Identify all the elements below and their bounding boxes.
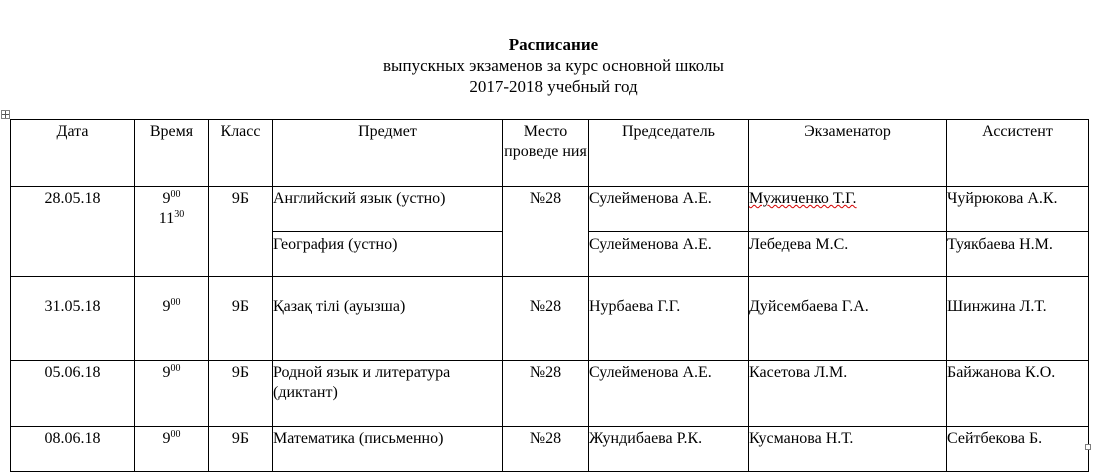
table-row [11,361,1089,427]
row-examiner: Кусманова Н.Т. [749,427,947,472]
header-place: Место проведе ния [503,120,589,187]
row-date: 31.05.18 [11,277,135,361]
row-chairman: Сулейменова А.Е. [589,361,749,427]
time-hour: 9 [162,298,171,315]
row-subject: Қазақ тілі (ауызша) [273,277,503,361]
header-chairman: Председатель [589,120,749,187]
time-minutes: 00 [170,429,181,440]
header-class: Класс [209,120,273,187]
time-minutes: 00 [170,363,181,374]
row-date: 28.05.18 [11,187,135,277]
row-assistant: Шинжина Л.Т. [947,277,1089,361]
spellcheck-flagged-text: Мужиченко Т.Г. [749,190,857,207]
row-examiner: Касетова Л.М. [749,361,947,427]
row-time [135,187,209,277]
row-assistant: Байжанова К.О. [947,361,1089,427]
row-place: №28 [503,187,589,277]
exam-schedule-table [10,119,1089,472]
row-date: 08.06.18 [11,427,135,472]
row-time [135,277,209,361]
table-row [11,277,1089,361]
header-date: Дата [11,120,135,187]
row-chairman: Сулейменова А.Е. [589,232,749,277]
document-subtitle: выпускных экзаменов за курс основной школы [383,56,724,75]
document-title: Расписание [508,35,599,54]
row-subject: Английский язык (устно) [273,187,503,232]
row-subject: География (устно) [273,232,503,277]
row-assistant: Туякбаева Н.М. [947,232,1089,277]
table-header-row [11,120,1089,187]
row-date: 05.06.18 [11,361,135,427]
time-minutes: 00 [170,189,181,200]
time-hour: 9 [162,190,171,207]
time-hour: 9 [162,364,171,381]
row-chairman: Сулейменова А.Е. [589,187,749,232]
row-examiner: Лебедева М.С. [749,232,947,277]
row-chairman: Жундибаева Р.К. [589,427,749,472]
row-chairman: Нурбаева Г.Г. [589,277,749,361]
row-place: №28 [503,277,589,361]
row-class: 9Б [209,361,273,427]
row-time [135,427,209,472]
row-class: 9Б [209,187,273,277]
header-examiner: Экзаменатор [749,120,947,187]
time-value [135,209,208,229]
row-examiner: Дуйсембаева Г.А. [749,277,947,361]
row-assistant: Чуйрюкова А.К. [947,187,1089,232]
time-minutes: 30 [174,209,185,220]
row-examiner [749,187,947,232]
header-assistant: Ассистент [947,120,1089,187]
header-time: Время [135,120,209,187]
table-resize-handle[interactable] [1085,444,1091,450]
row-subject: Родной язык и литература (диктант) [273,361,503,427]
row-place: №28 [503,427,589,472]
time-hour: 11 [158,210,175,227]
time-hour: 9 [162,430,171,447]
time-value [135,189,208,209]
table-row [11,187,1089,232]
document-heading [0,34,1107,97]
table-row [11,427,1089,472]
row-assistant: Сейтбекова Б. [947,427,1089,472]
row-class: 9Б [209,277,273,361]
row-place: №28 [503,361,589,427]
row-subject: Математика (письменно) [273,427,503,472]
school-year: 2017-2018 учебный год [469,77,638,96]
table-move-handle-icon[interactable] [1,110,10,119]
time-minutes: 00 [170,297,181,308]
row-class: 9Б [209,427,273,472]
header-subject: Предмет [273,120,503,187]
row-time [135,361,209,427]
